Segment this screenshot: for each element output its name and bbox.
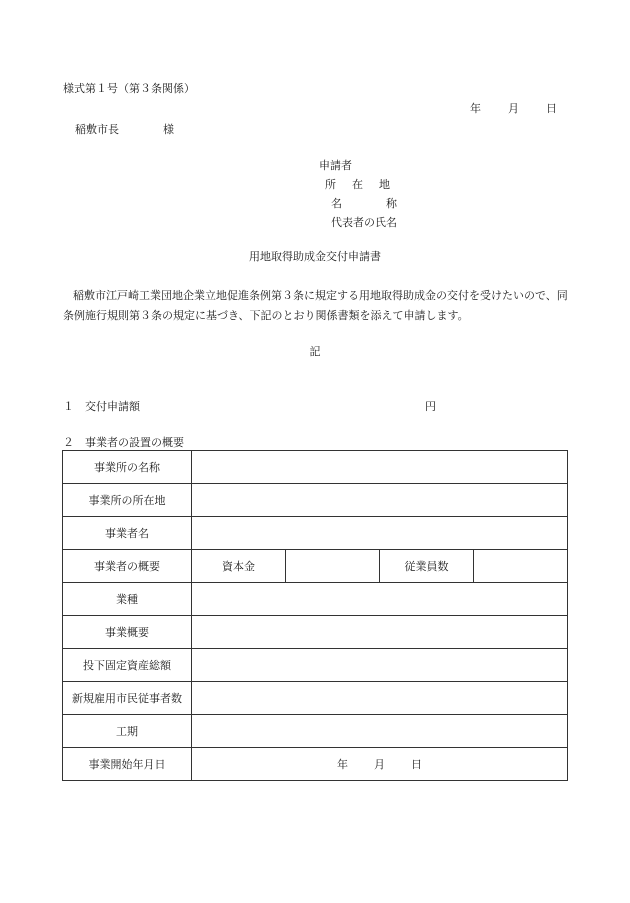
addressee-honorific: 様	[163, 123, 174, 136]
input-cell[interactable]	[192, 517, 568, 550]
input-cell[interactable]	[192, 616, 568, 649]
row-label: 事業開始年月日	[63, 748, 192, 781]
start-year-label: 年	[337, 758, 348, 771]
date-month-label: 月	[508, 102, 519, 115]
input-cell[interactable]	[192, 451, 568, 484]
item2-label: 事業者の設置の概要	[85, 436, 184, 449]
ki-heading: 記	[309, 345, 321, 358]
table-row	[63, 715, 568, 748]
document-body: 稲敷市江戸崎工業団地企業立地促進条例第３条に規定する用地取得助成金の交付を受けたいので、同条例施行規則第３条の規定に基づき、下記のとおり関係書類を添えて申請します。	[63, 289, 568, 322]
table-row	[63, 682, 568, 715]
date-year-label: 年	[470, 102, 481, 115]
form-number: 様式第１号（第３条関係）	[63, 82, 195, 95]
row-label: 事業者の概要	[63, 550, 192, 583]
applicant-heading: 申請者	[319, 159, 352, 172]
item1-unit: 円	[425, 400, 436, 413]
table-row	[63, 550, 568, 583]
item-business-overview	[63, 434, 184, 450]
row-label: 事業所の名称	[63, 451, 192, 484]
capital-input-cell[interactable]	[286, 550, 380, 583]
addressee-name: 稲敷市長	[75, 123, 119, 136]
input-cell[interactable]	[192, 583, 568, 616]
row-label: 新規雇用市民従事者数	[63, 682, 192, 715]
table-row	[63, 649, 568, 682]
start-month-label: 月	[374, 758, 385, 771]
item2-number: ２	[63, 436, 74, 449]
applicant-block	[319, 156, 397, 232]
row-label: 事業者名	[63, 517, 192, 550]
application-date	[470, 100, 557, 116]
input-cell[interactable]	[192, 715, 568, 748]
row-label: 工期	[63, 715, 192, 748]
row-label: 事業概要	[63, 616, 192, 649]
capital-label: 資本金	[192, 550, 286, 583]
employees-input-cell[interactable]	[474, 550, 568, 583]
input-cell[interactable]	[192, 682, 568, 715]
addressee	[75, 121, 174, 137]
row-label: 投下固定資産総額	[63, 649, 192, 682]
table-row	[63, 451, 568, 484]
item1-number: １	[63, 400, 74, 413]
input-cell[interactable]	[192, 649, 568, 682]
table-row	[63, 583, 568, 616]
start-day-label: 日	[411, 758, 422, 771]
row-label: 事業所の所在地	[63, 484, 192, 517]
applicant-address-label: 所 在 地	[325, 178, 390, 191]
employees-label: 従業員数	[380, 550, 474, 583]
table-row	[63, 484, 568, 517]
applicant-name-label: 名 称	[331, 197, 397, 210]
business-overview-table	[62, 450, 568, 781]
item-application-amount	[63, 398, 436, 414]
start-date-cell[interactable]	[192, 748, 568, 781]
row-label: 業種	[63, 583, 192, 616]
table-row	[63, 616, 568, 649]
item1-label: 交付申請額	[85, 400, 140, 413]
table-row	[63, 748, 568, 781]
table-row	[63, 517, 568, 550]
input-cell[interactable]	[192, 484, 568, 517]
document-title: 用地取得助成金交付申請書	[249, 250, 381, 263]
applicant-representative-label: 代表者の氏名	[331, 216, 397, 229]
date-day-label: 日	[546, 102, 557, 115]
